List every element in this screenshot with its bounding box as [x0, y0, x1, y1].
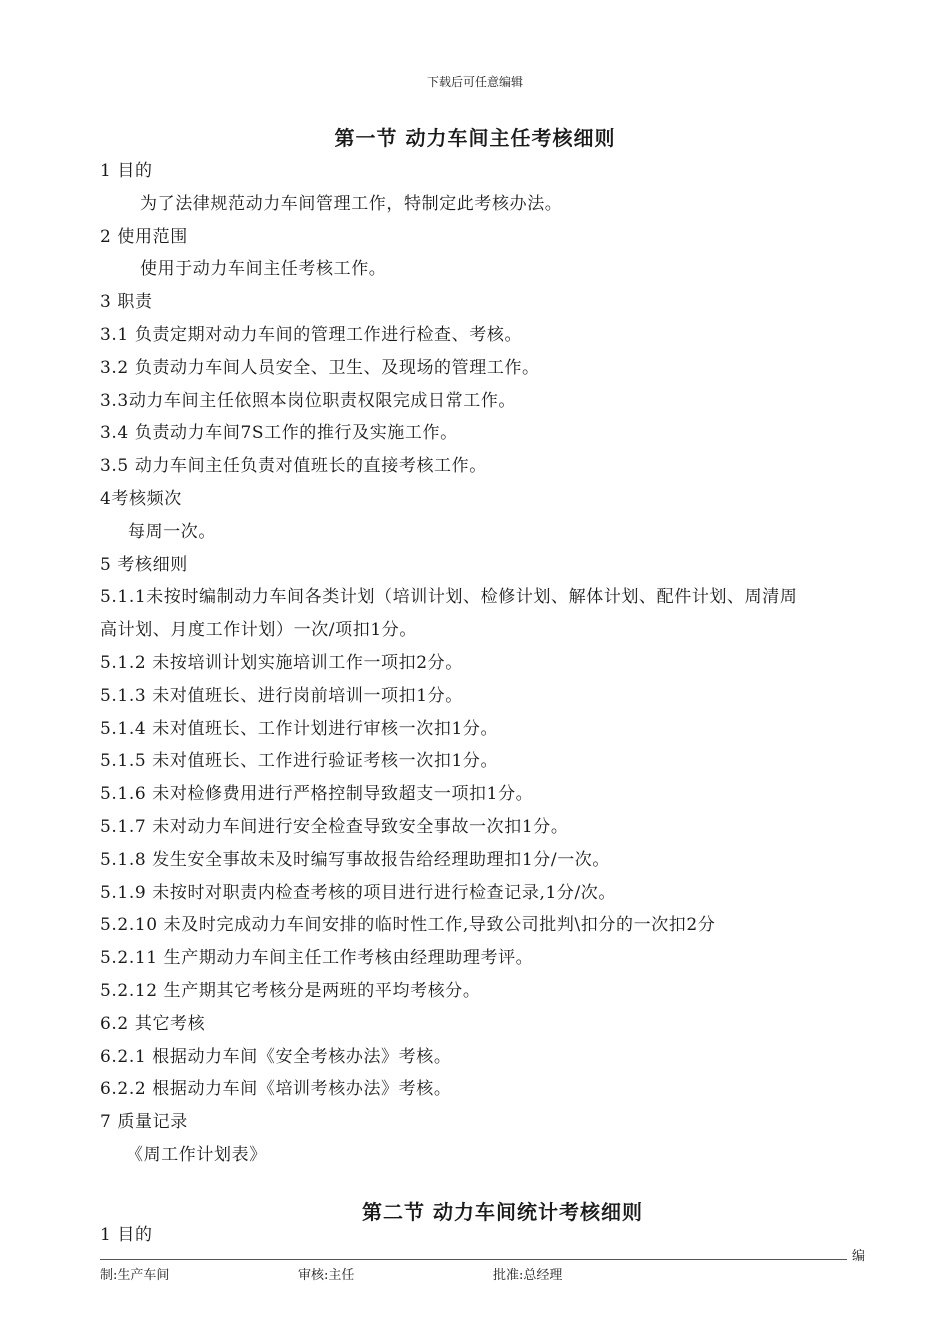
body-line: 6.2 其它考核	[100, 1013, 206, 1034]
body-line: 5.2.11 生产期动力车间主任工作考核由经理助理考评。	[100, 948, 534, 969]
body-line: 3.1 负责定期对动力车间的管理工作进行检查、考核。	[100, 324, 523, 345]
section-2-title: 第二节 动力车间统计考核细则	[362, 1200, 643, 1224]
section-1-title: 第一节 动力车间主任考核细则	[334, 126, 616, 150]
body-line: 3.2 负责动力车间人员安全、卫生、及现场的管理工作。	[100, 357, 540, 378]
body-line: 5.1.6 未对检修费用进行严格控制导致超支一项扣1分。	[100, 784, 534, 805]
body-line: 5.1.4 未对值班长、工作计划进行审核一次扣1分。	[100, 718, 499, 739]
body-line: 6.2.1 根据动力车间《安全考核办法》考核。	[100, 1046, 452, 1067]
body-line: 7 质量记录	[100, 1112, 188, 1133]
body-line: 为了法律规范动力车间管理工作，特制定此考核办法。	[140, 193, 563, 214]
body-line: 《周工作计划表》	[126, 1144, 267, 1165]
body-line: 4考核频次	[100, 488, 182, 509]
footer-reviewed-by: 审核:主任	[298, 1268, 355, 1283]
body-line: 5 考核细则	[100, 554, 188, 575]
body-line: 使用于动力车间主任考核工作。	[140, 259, 387, 280]
body-line: 高计划、月度工作计划）一次/项扣1分。	[100, 620, 417, 641]
body-line: 5.1.9 未按时对职责内检查考核的项目进行进行检查记录,1分/次。	[100, 882, 617, 903]
body-line: 5.1.8 发生安全事故未及时编写事故报告给经理助理扣1分/一次。	[100, 849, 611, 870]
footer-prepared-by: 制:生产车间	[100, 1268, 170, 1283]
footer-approved-by: 批准:总经理	[493, 1268, 563, 1283]
footer-rule	[100, 1259, 847, 1260]
section-1-body	[100, 155, 880, 1172]
body-line: 5.2.10 未及时完成动力车间安排的临时性工作,导致公司批判\扣分的一次扣2分	[100, 915, 716, 936]
footer	[100, 1264, 562, 1283]
body-line: 1 目的	[100, 161, 153, 181]
body-line: 3.5 动力车间主任负责对值班长的直接考核工作。	[100, 456, 487, 477]
section-2-first-line: 1 目的	[100, 1225, 153, 1245]
body-line: 6.2.2 根据动力车间《培训考核办法》考核。	[100, 1079, 452, 1100]
body-line: 2 使用范围	[100, 226, 188, 247]
footer-edge-char: 编	[852, 1249, 866, 1264]
body-line: 5.1.5 未对值班长、工作进行验证考核一次扣1分。	[100, 751, 499, 772]
body-line: 3 职责	[100, 292, 153, 313]
body-line: 3.3动力车间主任依照本岗位职责权限完成日常工作。	[100, 390, 517, 411]
body-line: 每周一次。	[128, 521, 216, 542]
body-line: 5.1.2 未按培训计划实施培训工作一项扣2分。	[100, 652, 463, 673]
body-line: 3.4 负责动力车间7S工作的推行及实施工作。	[100, 423, 458, 444]
body-line: 5.2.12 生产期其它考核分是两班的平均考核分。	[100, 980, 481, 1001]
body-line: 5.1.7 未对动力车间进行安全检查导致安全事故一次扣1分。	[100, 816, 569, 837]
body-line: 5.1.3 未对值班长、进行岗前培训一项扣1分。	[100, 685, 463, 706]
body-line: 5.1.1未按时编制动力车间各类计划（培训计划、检修计划、解体计划、配件计划、周清周	[100, 587, 798, 608]
header-note: 下载后可任意编辑	[426, 75, 523, 89]
